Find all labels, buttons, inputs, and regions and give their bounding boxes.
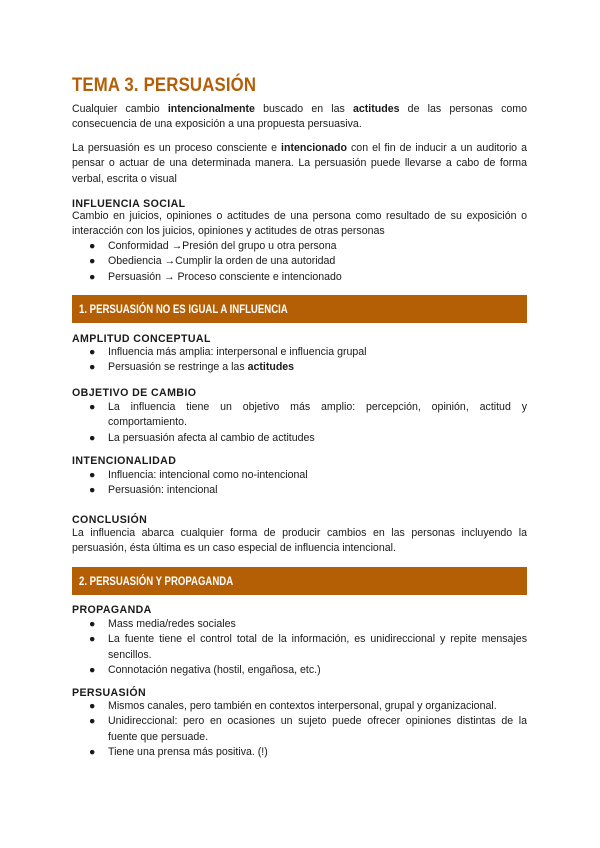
intro-paragraph-1: Cualquier cambio intencionalmente buscado en las actitudes de las personas como consecuencia de una exposición a una propuesta persuasiva.: [72, 103, 527, 131]
list-item: ● Mismos canales, pero también en contextos interpersonal, grupal y organizacional.: [89, 700, 497, 712]
list-item: ● Persuasión se restringe a las actitudes: [89, 361, 295, 374]
list-item: ● La influencia tiene un objetivo más amplio: percepción, opinión, actitud y comportamiento.: [89, 401, 527, 429]
conclusion-heading: CONCLUSIÓN: [72, 514, 148, 526]
propaganda-list: [72, 617, 527, 679]
influencia-social-heading: INFLUENCIA SOCIAL: [72, 198, 186, 210]
section-1-header: 1. PERSUASIÓN NO ES IGUAL A INFLUENCIA: [72, 295, 527, 323]
intencionalidad-list: [72, 468, 527, 499]
section-2-header: 2. PERSUASIÓN Y PROPAGANDA: [72, 567, 527, 595]
list-item: ● Conformidad →Presión del grupo u otra persona: [89, 240, 337, 252]
intencionalidad-heading: INTENCIONALIDAD: [72, 455, 177, 467]
list-item: ● Persuasión: intencional: [89, 484, 218, 497]
list-item: ● La persuasión afecta al cambio de actitudes: [89, 431, 315, 444]
objetivo-heading: OBJETIVO DE CAMBIO: [72, 387, 197, 399]
conclusion-text: La influencia abarca cualquier forma de producir cambios en las personas incluyendo la persuasión, ésta última es un caso especial de influencia intencional.: [72, 527, 527, 555]
list-item: ● La fuente tiene el control total de la información, es unidireccional y repite mensajes sencillos.: [89, 633, 527, 661]
list-item: ● Persuasión → Proceso consciente e intencionado: [89, 270, 342, 283]
propaganda-heading: PROPAGANDA: [72, 604, 152, 616]
amplitud-list: [72, 345, 527, 376]
list-item: ● Tiene una prensa más positiva. (!): [89, 746, 268, 759]
objetivo-list: [72, 400, 527, 446]
influencia-social-list: [72, 239, 527, 285]
list-item: ● Obediencia →Cumplir la orden de una autoridad: [89, 255, 336, 268]
influencia-social-text: Cambio en juicios, opiniones o actitudes de una persona como resultado de su exposición o interacción con los juicios, opiniones y actitudes de otras personas: [72, 210, 527, 238]
page-title: TEMA 3. PERSUASIÓN: [72, 74, 257, 96]
list-item: ● Connotación negativa (hostil, engañosa, etc.): [89, 664, 321, 677]
intro-paragraph-2: La persuasión es un proceso consciente e intencionado con el fin de inducir a un auditorio a pensar o actuar de una determinada manera. La persuasión puede llevarse a cabo de forma verbal, escrita o visual: [72, 142, 527, 185]
list-item: ● Influencia: intencional como no-intencional: [89, 469, 308, 481]
list-item: ● Mass media/redes sociales: [89, 618, 236, 630]
persuasion-heading: PERSUASIÓN: [72, 687, 147, 699]
list-item: ● Unidireccional: pero en ocasiones un sujeto puede ofrecer opiniones distintas de la fuente que persuade.: [89, 715, 527, 743]
list-item: ● Influencia más amplia: interpersonal e influencia grupal: [89, 346, 367, 358]
amplitud-heading: AMPLITUD CONCEPTUAL: [72, 333, 211, 345]
persuasion-list: [72, 699, 527, 761]
